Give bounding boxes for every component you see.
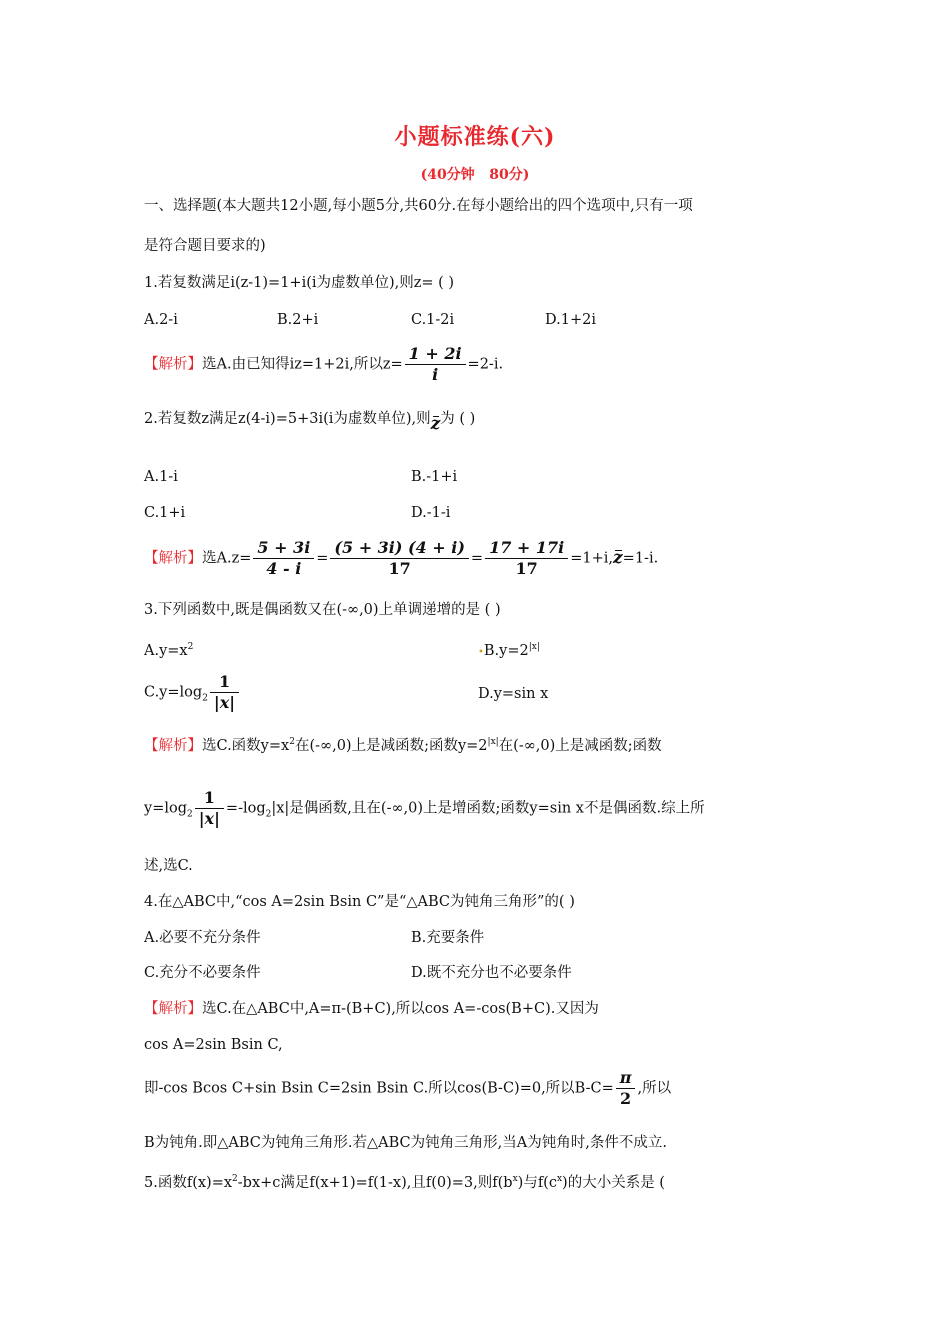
q3-solution-denominator: |x| — [195, 808, 224, 829]
q1-solution-result: =2-i. — [467, 356, 504, 373]
solution-tag: 【解析】 — [144, 356, 202, 373]
q2-option-b: B.-1+i — [411, 469, 458, 485]
q2-fraction-2-numerator: (5 + 3i) (4 + i) — [334, 538, 465, 557]
q2-solution-mid: =1+i, — [570, 550, 614, 567]
q4-solution-line1 — [144, 999, 599, 1019]
q3-stem: 3.下列函数中,既是偶函数又在(-∞,0)上单调递增的是 ( ) — [144, 602, 501, 618]
q3-solution-line3: 述,选C. — [144, 858, 193, 874]
q3-option-a — [144, 637, 193, 661]
page-subtitle: (40分钟 80分) — [420, 167, 530, 183]
q3-solution-neglog-base: 2 — [265, 809, 272, 820]
q3-solution-log: y=log — [144, 800, 187, 817]
q4-solution-line2: cos A=2sin Bsin C, — [144, 1037, 283, 1053]
q2-equals-2: = — [470, 550, 484, 567]
q5-stem-exponent-b: x — [512, 1174, 518, 1184]
q3-option-b — [478, 637, 540, 663]
q4-solution-line4: B为钝角.即△ABC为钝角三角形.若△ABC为钝角三角形,当A为钝角时,条件不成立. — [144, 1135, 667, 1151]
q3-option-a-text: A.y=x — [144, 642, 188, 659]
q2-fraction-3-denominator: 17 — [485, 558, 568, 579]
q3-solution-exponent-b: |x| — [487, 737, 499, 747]
q1-fraction-denominator: i — [405, 364, 466, 385]
q4-solution-text-b: 即-cos Bcos C+sin Bsin C=2sin Bsin C.所以cos(B-C)=0,所以B-C= — [144, 1080, 614, 1097]
q2-stem-end: 为 ( ) — [440, 411, 476, 427]
q1-option-b: B.2+i — [277, 312, 319, 328]
q4-option-c: C.充分不必要条件 — [144, 965, 261, 981]
q2-stem-text: 2.若复数z满足z(4-i)=5+3i(i为虚数单位),则 — [144, 411, 431, 427]
q3-option-c-denominator: |x| — [210, 692, 239, 713]
solution-tag: 【解析】 — [144, 737, 202, 754]
q3-solution-text-d: |x|是偶函数,且在(-∞,0)上是增函数;函数y=sin x不是偶函数.综上所 — [271, 800, 705, 817]
q3-solution-numerator: 1 — [203, 788, 215, 807]
solution-tag: 【解析】 — [144, 550, 202, 567]
q2-solution — [144, 538, 658, 579]
q3-option-a-exponent: 2 — [187, 642, 194, 652]
marker-dot-icon: • — [478, 646, 484, 658]
section-heading-line1: 一、选择题(本大题共12小题,每小题5分,共60分.在每小题给出的四个选项中,只有一项 — [144, 198, 693, 214]
q1-solution-text: 选A.由已知得iz=1+2i,所以z= — [202, 356, 403, 373]
q3-solution-text-c: 在(-∞,0)上是减函数;函数 — [498, 737, 662, 754]
q4-solution-fraction — [616, 1068, 636, 1109]
q1-option-d: D.1+2i — [545, 312, 596, 328]
q3-solution-fraction — [195, 788, 224, 829]
q4-option-d: D.既不充分也不必要条件 — [411, 965, 572, 981]
q5-stem — [144, 1169, 665, 1193]
q5-stem-d: )的大小关系是 ( — [562, 1174, 665, 1191]
q3-option-c-base: 2 — [202, 693, 208, 704]
q1-fraction-numerator: 1 + 2i — [408, 344, 462, 363]
q4-solution-text-c: ,所以 — [637, 1080, 672, 1097]
q3-option-c-fraction — [210, 672, 239, 713]
q2-option-a: A.1-i — [144, 469, 178, 485]
q2-solution-result: =1-i. — [622, 550, 659, 567]
q2-fraction-3-numerator: 17 + 17i — [489, 538, 565, 557]
q2-conjugate-z: z — [430, 414, 441, 434]
q2-fraction-1 — [253, 538, 314, 579]
q5-stem-b: -bx+c满足f(x+1)=f(1-x),且f(0)=3,则f(b — [237, 1174, 513, 1191]
q3-solution-log-base: 2 — [187, 809, 193, 820]
q5-stem-exponent-c: x — [556, 1174, 563, 1184]
q3-option-d: D.y=sin x — [478, 686, 549, 702]
q3-solution-text-b: 在(-∞,0)上是减函数;函数y=2 — [294, 737, 488, 754]
q5-stem-a: 5.函数f(x)=x — [144, 1174, 233, 1191]
q2-fraction-2-denominator: 17 — [330, 558, 469, 579]
q3-option-c-text: C.y=log — [144, 684, 203, 701]
q4-solution-denominator: 2 — [616, 1088, 636, 1109]
q2-fraction-3 — [485, 538, 568, 579]
q2-fraction-1-numerator: 5 + 3i — [257, 538, 311, 557]
q3-solution-line2 — [144, 788, 705, 829]
q3-option-b-text: B.y=2 — [483, 642, 529, 659]
q1-fraction — [405, 344, 466, 385]
q1-option-c: C.1-2i — [411, 312, 455, 328]
q4-solution-line3 — [144, 1068, 671, 1109]
q2-solution-text: 选A.z= — [202, 550, 252, 567]
q1-option-a: A.2-i — [144, 312, 178, 328]
q3-solution-line1 — [144, 732, 662, 756]
q3-option-c — [144, 672, 241, 713]
q4-solution-text-a: 选C.在△ABC中,A=π-(B+C),所以cos A=-cos(B+C).又因为 — [202, 1001, 599, 1017]
q3-option-b-exponent: |x| — [528, 642, 540, 652]
q5-stem-exponent-a: 2 — [232, 1174, 238, 1184]
q5-stem-c: )与f(c — [517, 1174, 557, 1191]
q1-solution — [144, 344, 503, 385]
q2-option-d: D.-1-i — [411, 505, 451, 521]
q3-solution-neglog: =-log — [225, 800, 266, 817]
q3-option-c-numerator: 1 — [218, 672, 231, 691]
q2-conjugate-z-solution: z — [613, 547, 623, 568]
q2-equals: = — [316, 550, 329, 567]
page-title: 小题标准练(六) — [394, 124, 556, 150]
q2-stem — [144, 408, 476, 434]
q3-solution-text-a: 选C.函数y=x — [202, 737, 290, 754]
q4-stem: 4.在△ABC中,“cos A=2sin Bsin C”是“△ABC为钝角三角形”的( ) — [144, 894, 575, 910]
q2-fraction-1-denominator: 4 - i — [253, 558, 314, 579]
q4-option-a: A.必要不充分条件 — [144, 930, 261, 946]
q3-solution-exponent-a: 2 — [289, 737, 295, 747]
q1-stem: 1.若复数满足i(z-1)=1+i(i为虚数单位),则z= ( ) — [144, 275, 455, 291]
q4-solution-numerator: π — [619, 1068, 632, 1087]
q2-option-c: C.1+i — [144, 505, 186, 521]
solution-tag: 【解析】 — [144, 1001, 202, 1017]
q4-option-b: B.充要条件 — [411, 930, 485, 946]
section-heading-line2: 是符合题目要求的) — [144, 238, 266, 254]
q2-fraction-2 — [330, 538, 469, 579]
